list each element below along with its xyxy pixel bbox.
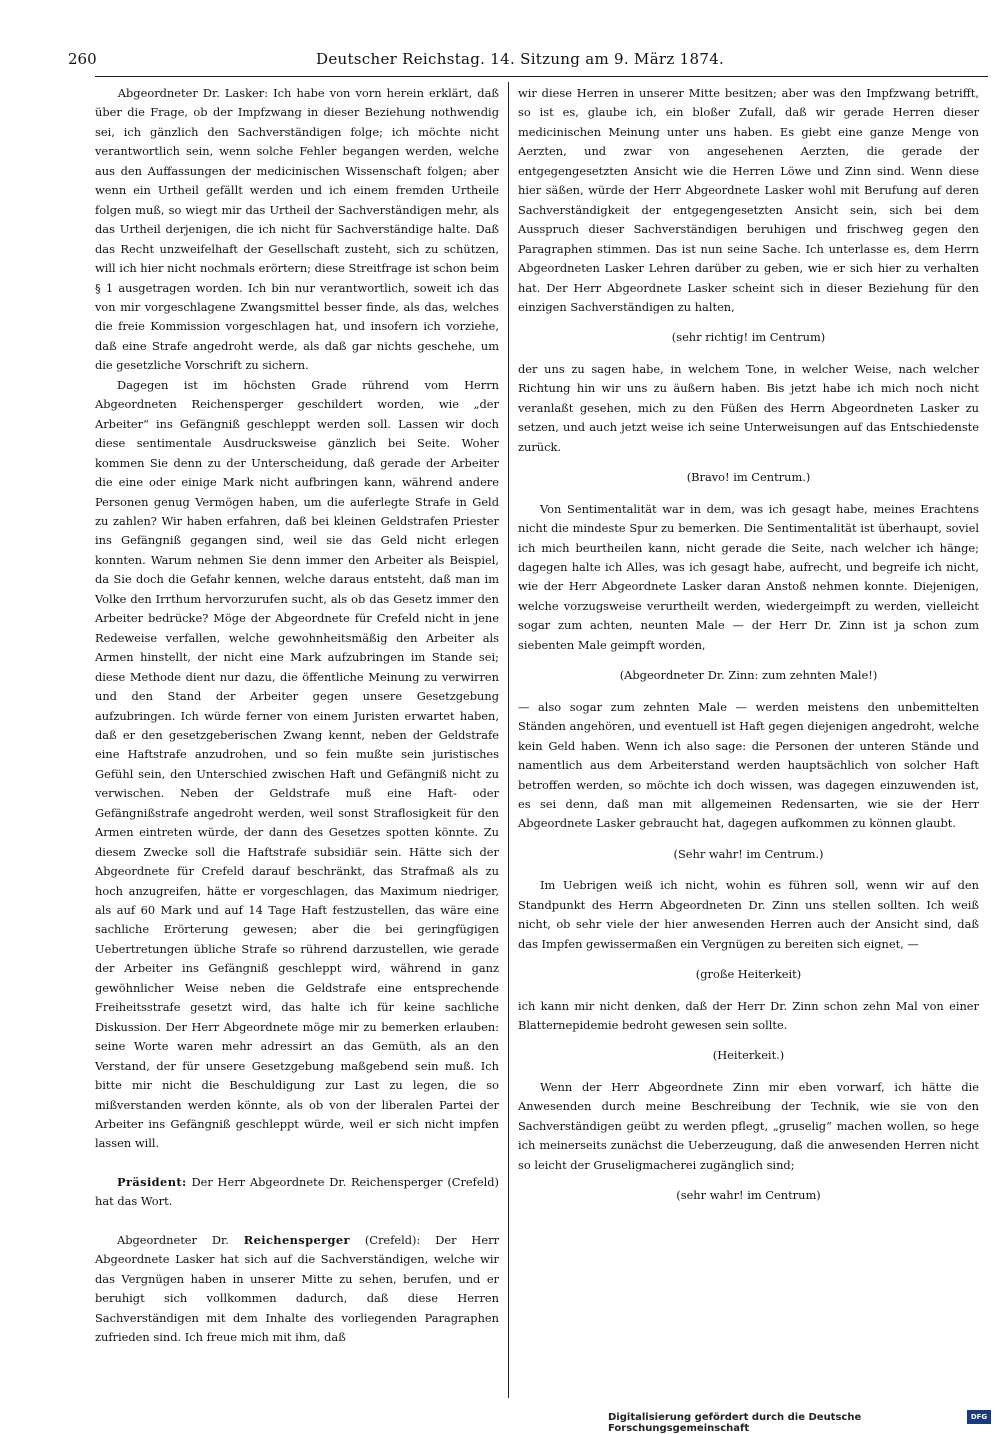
paragraph [95,84,499,376]
paragraph: Von Sentimentalität war in dem, was ich gesagt habe, meines Erachtens nicht die mindeste Spur zu bemerken. Die Sentimentalität ist überhaupt, soviel ich mich beurtheilen kann, nicht gerade die Seite, nach welcher ich hänge; dagegen halte ich Alles, was ich gesagt habe, aufrecht, und begreife ich nicht, wie der Herr Abgeordnete Lasker daran Anstoß nehmen konnte. Diejenigen, welche vorzugsweise verurtheilt werden, wiedergeimpft zu werden, vielleicht sogar zum achten, neunten Male — der Herr Dr. Zinn ist ja schon zum siebenten Male geimpft worden, [518,501,979,652]
speaker-label: Präsident: [117,1174,187,1189]
funding-credit: Digitalisierung gefördert durch die Deutsche Forschungsgemeinschaft [608,1412,862,1434]
column-divider [508,82,509,1398]
right-column [518,84,979,1394]
interjection: (große Heiterkeit) [695,967,802,982]
speaker-label: Reichensperger [243,1232,350,1247]
paragraph: ich kann mir nicht denken, daß der Herr Dr. Zinn schon zehn Mal von einer Blatternepidemie bedroht gewesen sein sollte. [518,998,979,1033]
page-header [68,50,988,76]
speaker-prefix: Abgeordneter Dr. [117,1232,244,1247]
left-column [95,84,499,1394]
paragraph: Dagegen ist im höchsten Grade rührend vom Herrn Abgeordneten Reichensperger geschildert worden, wie „der Arbeiter“ ins Gefängniß geschleppt werden soll. Lassen wir doch diese sentimentale Ausdrucksweise gänzlich bei Seite. Woher kommen Sie denn zu der Unterscheidung, daß gerade der Arbeiter die eine oder einige Mark nicht aufbringen kann, während andere Personen genug Vermögen haben, um die auferlegte Strafe in Geld zu zahlen? Wir haben erfahren, daß bei kleinen Geldstrafen Priester ins Gefängniß gegangen sind, weil sie das Geld nicht erlegen konnten. Warum nehmen Sie denn immer den Arbeiter als Beispiel, da Sie doch die Gefahr kennen, welche daraus entsteht, daß man im Volke den Irrthum hervorzurufen sucht, als ob das Gesetz immer den Arbeiter bedrücke? Möge der Abgeordnete für Crefeld nicht in jene Redeweise verfallen, welche gewohnheitsmäßig den Arbeiter als Armen hinstellt, der nicht eine Mark aufzubringen im Stande sei; diese Methode dient nur dazu, die öffentliche Meinung zu verwirren und den Stand der Arbeiter gegen unsere Gesetzgebung aufzubringen. Ich würde ferner von einem Juristen erwartet haben, daß er den gesetzgeberischen Zwang kennt, neben der Geldstrafe eine Haftstrafe anzudrohen, und so fein mußte sein juristisches Gefühl sein, den Unterschied zwischen Haft und Gefängniß nicht zu verwischen. Neben der Geldstrafe muß eine Haft- oder Gefängnißstrafe angedroht werden, weil sonst Straflosigkeit für den Armen eintreten würde, der dann des Gesetzes spotten könnte. Zu diesem Zwecke soll die Haftstrafe subsidiär sein. Hätte sich der Abgeordnete für Crefeld darauf beschränkt, das Strafmaß als zu hoch anzugreifen, hätte er vorgeschlagen, das Maximum niedriger, als auf 60 Mark und auf 14 Tage Haft festzustellen, das wäre eine sachliche Erörterung gewesen; aber die bei geringfügigen Uebertretungen übliche Strafe so rührend darzustellen, wie gerade der Arbeiter ins Gefängniß geschleppt wird, während in ganz gewöhnlicher Weise neben die Geldstrafe eine entsprechende Freiheitsstrafe gesetzt wird, das halte ich für keine sachliche Diskussion. Der Herr Abgeordnete möge mir zu bemerken erlauben: seine Worte waren mehr adressirt an das Gemüth, als an den Verstand, der für unsere Gesetzgebung maßgebend sein muß. Ich bitte mir nicht die Beschuldigung zur Last zu legen, die so mißverstanden werden könnte, als ob von der liberalen Partei der Arbeiter ins Gefängniß geschleppt würde, weil er sich nicht impfen lassen will. [95,377,499,1151]
paragraph-text: (Crefeld): Der Herr Abgeordnete Lasker hat sich auf die Sachverständigen, welche wir das Vergnügen haben in unserer Mitte zu sehen, berufen, und er beruhigt sich vollkommen dadurch, daß diese Herren Sachverständigen mit dem Inhalte des vorliegenden Paragraphen zufrieden sind. Ich freue mich mit ihm, daß [95,1232,499,1345]
paragraph: — also sogar zum zehnten Male — werden meistens den unbemittelten Ständen angehören, und eventuell ist Haft gegen diejenigen angedroht, welche kein Geld haben. Wenn ich also sage: die Personen der unteren Stände und namentlich aus dem Arbeiterstand werden hauptsächlich von solcher Haft betroffen werden, so möchte ich doch wissen, was dagegen einzuwenden ist, es sei denn, daß man mit allgemeinen Redensarten, wie sie der Herr Abgeordnete Lasker gebraucht hat, dagegen aufkommen zu können glaubt. [518,699,979,831]
paragraph: Im Uebrigen weiß ich nicht, wohin es führen soll, wenn wir auf den Standpunkt des Herrn Abgeordneten Dr. Zinn uns stellen sollten. Ich weiß nicht, ob sehr viele der hier anwesenden Herren auch der Ansicht sind, daß das Impfen gewissermaßen ein Vergnügen zu bereiten sich eignet, — [518,878,979,951]
dfg-logo-badge: DFG [967,1410,991,1424]
paragraph [95,1173,499,1212]
speaker-label: Abgeordneter Dr. Lasker: [117,86,269,100]
paragraph: wir diese Herren in unserer Mitte besitzen; aber was den Impfzwang betrifft, so ist es, glaube ich, ein bloßer Zufall, daß wir gerade Herren dieser medicinischen Meinung unter uns haben. Es giebt eine ganze Menge von Aerzten, und zwar von angesehenen Aerzten, die gerade der entgegengesetzten Ansicht wie die Herren Löwe und Zinn sind. Wenn diese hier säßen, würde der Herr Abgeordnete Lasker wohl mit Berufung auf deren Sachverständigkeit der entgegengesetzten Ansicht sein, sich bei dem Ausspruch dieser Sachverständigen beruhigen und frischweg gegen den Paragraphen stimmen. Das ist nun seine Sache. Ich unterlasse es, dem Herrn Abgeordneten Lasker Lehren darüber zu geben, wie er sich hier zu verhalten hat. Der Herr Abgeordnete Lasker scheint sich in dieser Beziehung für den einzigen Sachverständigen zu halten, [518,86,979,314]
interjection: (Abgeordneter Dr. Zinn: zum zehnten Male!) [619,668,878,683]
interjection: (sehr richtig! im Centrum) [671,330,826,345]
paragraph [95,1231,499,1348]
interjection: (Heiterkeit.) [712,1048,785,1063]
page-number: 260 [68,50,97,68]
paragraph-text: Der Herr Abgeordnete Dr. Reichensperger (Crefeld) hat das Wort. [95,1174,499,1209]
running-title: Deutscher Reichstag. 14. Sitzung am 9. März 1874. [316,50,725,68]
interjection: (Bravo! im Centrum.) [686,470,811,485]
paragraph: der uns zu sagen habe, in welchem Tone, in welcher Weise, nach welcher Richtung hin wir uns zu äußern haben. Bis jetzt habe ich mich noch nicht veranlaßt gesehen, mich zu den Füßen des Herrn Abgeordneten Lasker zu setzen, und auch jetzt weise ich seine Unterweisungen auf das Entschiedenste zurück. [518,361,979,454]
interjection: (sehr wahr! im Centrum) [676,1188,821,1203]
header-rule [95,76,988,77]
interjection: (Sehr wahr! im Centrum.) [673,846,824,861]
paragraph: Wenn der Herr Abgeordnete Zinn mir eben vorwarf, ich hätte die Anwesenden durch meine Beschreibung der Technik, wie sie von den Sachverständigen geübt zu werden pflegt, „gruselig“ machen wollen, so hege ich meinerseits zunächst die Ueberzeugung, daß die anwesenden Herren nicht so leicht der Gruseligmacherei zugänglich sind; [518,1079,979,1172]
paragraph-text: Ich habe von vorn herein erklärt, daß über die Frage, ob der Impfzwang in dieser Beziehung nothwendig sei, ich gänzlich den Sachverständigen folge; ich möchte nicht verantwortlich sein, wenn solche Fehler begangen werden, welche aus den Auffassungen der medicinischen Wissenschaft folgen; aber wenn ein Urtheil gefällt werden und ich einem fremden Urtheile folgen muß, so wiegt mir das Urtheil der Sachverständigen mehr, als das Urtheil derjenigen, die ich nicht für Sachverständige halte. Daß das Recht unzweifelhaft der Gesellschaft zusteht, sich zu schützen, will ich hier nicht nochmals erörtern; diese Streitfrage ist schon beim § 1 ausgetragen worden. Ich bin nur verantwortlich, soweit ich das von mir vorgeschlagene Zwangsmittel besser finde, als das, welches die freie Kommission vorgeschlagen hat, und insofern ich vorziehe, daß eine Strafe angedroht werde, als daß gar nichts geschehe, um die gesetzliche Vorschrift zu sichern. [95,86,499,373]
